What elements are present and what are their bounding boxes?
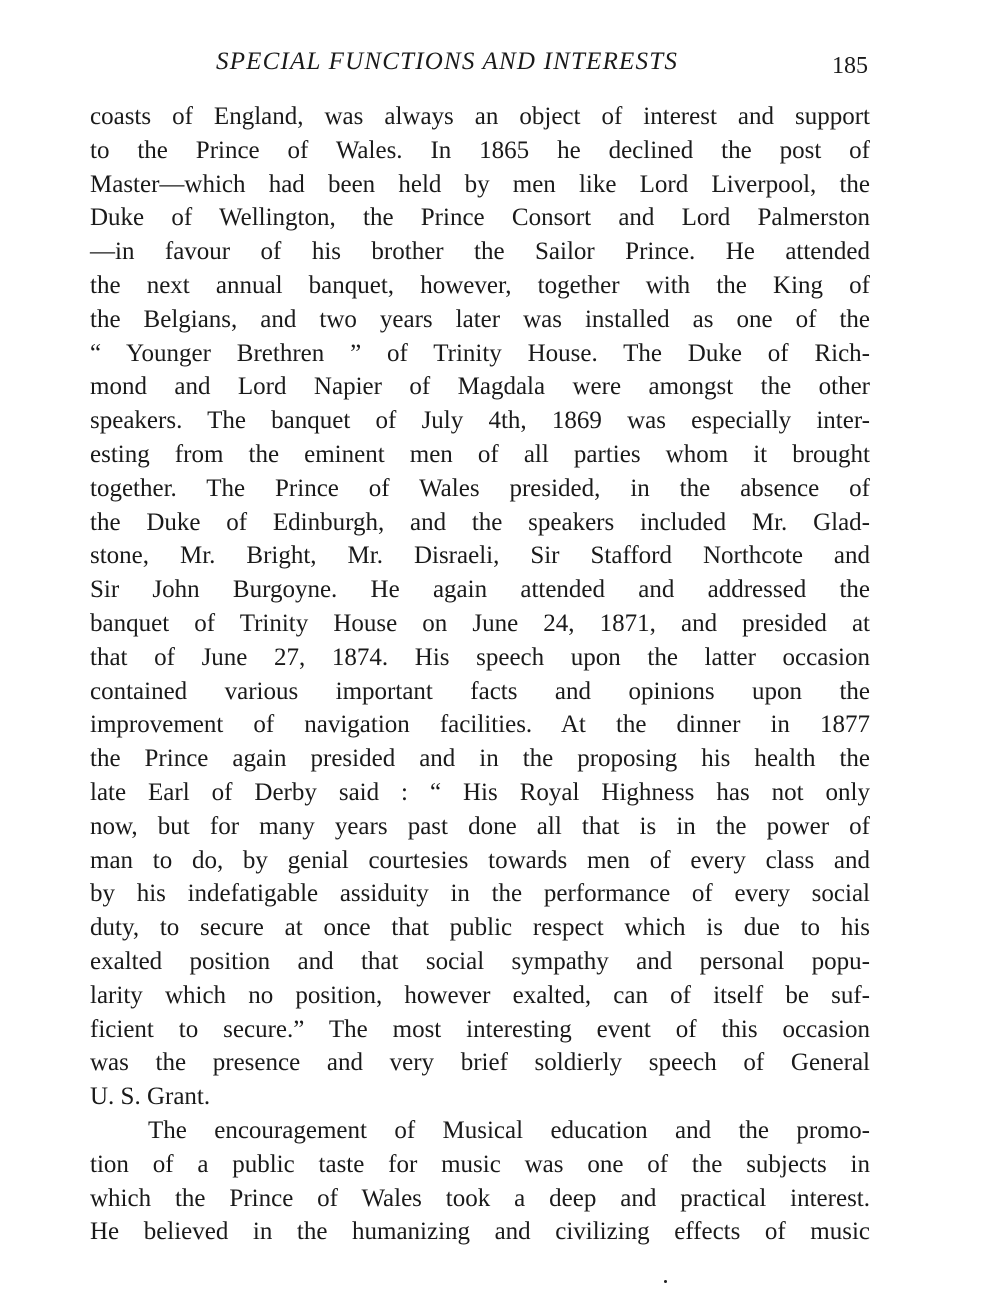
text-line: duty, to secure at once that public respect which is due to his <box>90 914 870 942</box>
text-line: by his indefatigable assiduity in the performance of every social <box>90 880 870 908</box>
text-line: ficient to secure.” The most interesting event of this occasion <box>90 1015 870 1043</box>
text-line: that of June 27, 1874. His speech upon the latter occasion <box>90 643 870 671</box>
text-line: improvement of navigation facilities. At the dinner in 1877 <box>90 711 870 739</box>
text-line: esting from the eminent men of all parties whom it brought <box>90 440 870 468</box>
text-line: banquet of Trinity House on June 24, 1871, and presided at <box>90 609 870 637</box>
text-line: exalted position and that social sympathy and personal popu- <box>90 947 870 975</box>
text-line: the Prince again presided and in the proposing his health the <box>90 745 870 773</box>
text-line: He believed in the humanizing and civilizing effects of music <box>90 1218 870 1246</box>
page-number: 185 <box>832 53 868 79</box>
text-line: late Earl of Derby said : “ His Royal Highness has not only <box>90 778 870 806</box>
text-line: The encouragement of Musical education and the promo- <box>148 1116 870 1144</box>
text-line: together. The Prince of Wales presided, in the absence of <box>90 474 870 502</box>
text-line: mond and Lord Napier of Magdala were amongst the other <box>90 373 870 401</box>
text-line: stone, Mr. Bright, Mr. Disraeli, Sir Stafford Northcote and <box>90 542 870 570</box>
body-text <box>90 100 870 1249</box>
text-line: the next annual banquet, however, together with the King of <box>90 271 870 299</box>
text-line: larity which no position, however exalted, can of itself be suf- <box>90 981 870 1009</box>
text-line: coasts of England, was always an object of interest and support <box>90 103 870 130</box>
text-line: Master—which had been held by men like Lord Liverpool, the <box>90 170 870 198</box>
text-line: tion of a public taste for music was one of the subjects in <box>90 1150 870 1178</box>
paragraph <box>90 1114 870 1249</box>
running-header <box>0 44 1000 80</box>
text-line: was the presence and very brief soldierly speech of General <box>90 1049 870 1077</box>
text-line: now, but for many years past done all that is in the power of <box>90 812 870 840</box>
text-line: U. S. Grant. <box>90 1083 211 1111</box>
text-line: “ Younger Brethren ” of Trinity House. The Duke of Rich- <box>90 339 870 367</box>
text-line: Sir John Burgoyne. He again attended and addressed the <box>90 576 870 604</box>
page-speck <box>664 1280 667 1283</box>
text-line: the Duke of Edinburgh, and the speakers included Mr. Glad- <box>90 508 870 536</box>
text-line: the Belgians, and two years later was installed as one of the <box>90 305 870 333</box>
text-line: —in favour of his brother the Sailor Prince. He attended <box>90 238 870 266</box>
running-title: SPECIAL FUNCTIONS AND INTERESTS <box>216 48 679 75</box>
text-line: man to do, by genial courtesies towards men of every class and <box>90 846 870 874</box>
text-line: speakers. The banquet of July 4th, 1869 was especially inter- <box>90 407 870 435</box>
paragraph <box>90 100 870 1114</box>
text-line: to the Prince of Wales. In 1865 he declined the post of <box>90 136 870 164</box>
text-line: contained various important facts and opinions upon the <box>90 677 870 705</box>
text-line: which the Prince of Wales took a deep and practical interest. <box>90 1184 870 1212</box>
text-line: Duke of Wellington, the Prince Consort and Lord Palmerston <box>90 204 870 232</box>
